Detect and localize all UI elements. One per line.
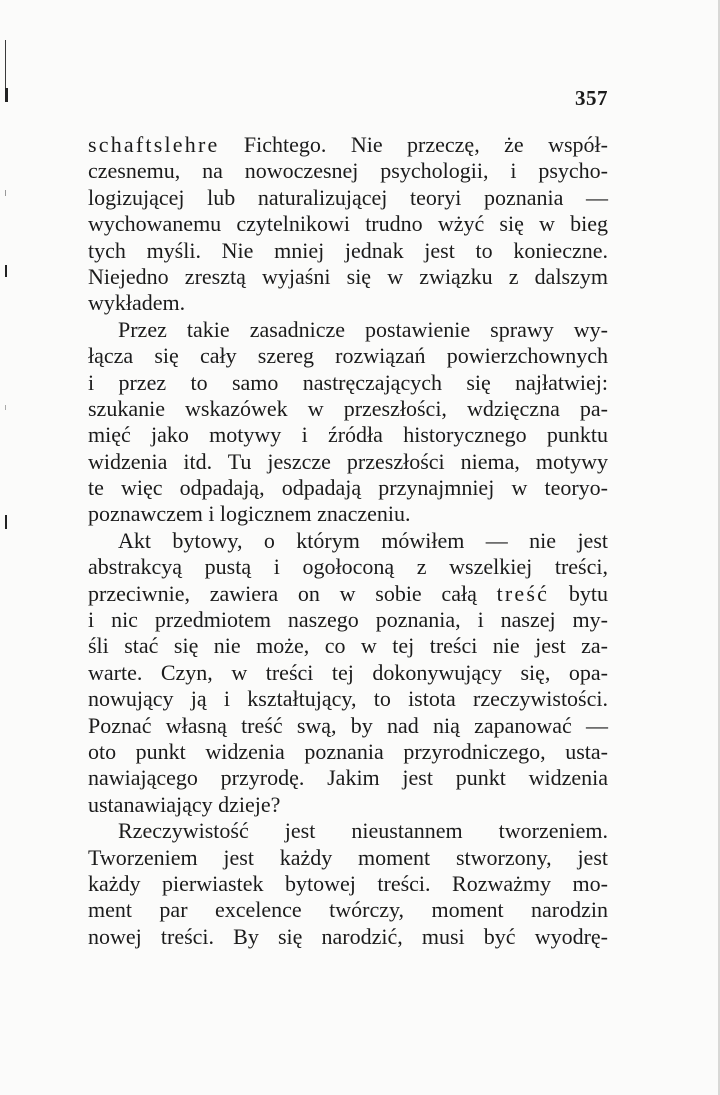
- text-line: [88, 158, 608, 184]
- text-line-segment: nowej treści. By się narodzić, musi być wyodrę-: [88, 923, 608, 949]
- text-line: [88, 897, 608, 923]
- text-line: [88, 422, 608, 448]
- text-line-segment: Tworzeniem jest każdy moment stworzony, jest: [88, 844, 608, 870]
- text-line-segment: ustanawiający dzieje?: [88, 791, 281, 817]
- text-line-segment: Poznać własną treść swą, by nad nią zapanować —: [88, 712, 608, 738]
- text-line: [88, 238, 608, 264]
- text-line-segment: i nic przedmiotem naszego poznania, i naszej my-: [88, 607, 608, 633]
- text-line: [88, 924, 608, 950]
- text-line: [88, 686, 608, 712]
- text-line: [88, 396, 608, 422]
- text-line-segment: oto punkt widzenia poznania przyrodniczego, usta-: [88, 738, 608, 764]
- text-line-segment: mięć jako motywy i źródła historycznego punktu: [88, 422, 608, 448]
- binding-edge-mark: [5, 40, 6, 95]
- text-line: [88, 528, 608, 554]
- text-line: [88, 370, 608, 396]
- binding-edge-mark: [5, 515, 7, 529]
- text-line: [88, 501, 608, 527]
- text-line: [88, 475, 608, 501]
- text-line-segment: Niejedno zresztą wyjaśni się w związku z dalszym: [88, 263, 608, 289]
- text-line-segment: warte. Czyn, w treści tej dokonywujący się, opa-: [88, 659, 608, 685]
- binding-edge-mark: [5, 265, 7, 277]
- text-line-segment: Akt bytowy, o którym mówiłem — nie jest: [118, 527, 608, 553]
- text-line-segment: czesnemu, na nowoczesnej psychologii, i psycho-: [88, 158, 608, 184]
- text-line: [88, 660, 608, 686]
- text-line: [88, 633, 608, 659]
- text-line-segment: przeciwnie, zawiera on w sobie całą: [88, 580, 497, 606]
- emphasized-spaced-word: schaftslehre: [88, 132, 220, 157]
- text-line-segment: nawiającego przyrodę. Jakim jest punkt widzenia: [88, 765, 608, 791]
- text-line-segment: wykładem.: [88, 290, 186, 316]
- text-line-segment: ment par excelence twórczy, moment narodzin: [88, 897, 608, 923]
- text-line-segment: abstrakcyą pustą i ogołoconą z wszelkiej treści,: [88, 554, 608, 580]
- text-line: [88, 317, 608, 343]
- text-line: [88, 765, 608, 791]
- text-line: [88, 264, 608, 290]
- text-line-segment: te więc odpadają, odpadają przynajmniej w teoryo-: [88, 475, 608, 501]
- text-line-segment: nowujący ją i kształtujący, to istota rzeczywistości.: [88, 686, 608, 712]
- text-line-segment: widzenia itd. Tu jeszcze przeszłości niema, motywy: [88, 448, 608, 474]
- text-line-segment: śli stać się nie może, co w tej treści nie jest za-: [88, 633, 608, 659]
- text-line: [88, 581, 608, 607]
- text-line-segment: każdy pierwiastek bytowej treści. Rozważmy mo-: [88, 870, 608, 896]
- text-line: [88, 713, 608, 739]
- binding-edge-mark: [5, 190, 6, 196]
- binding-edge-mark: [5, 405, 6, 410]
- text-line-segment: i przez to samo nastręczających się najłatwiej:: [88, 369, 608, 395]
- text-line-segment: łącza się cały szereg rozwiązań powierzchownych: [88, 343, 608, 369]
- text-line: [88, 554, 608, 580]
- text-line-segment: Fichtego. Nie przeczę, że współ-: [219, 132, 608, 157]
- text-line: [88, 792, 608, 818]
- text-line: [88, 871, 608, 897]
- text-line: [88, 607, 608, 633]
- text-line: [88, 185, 608, 211]
- text-line: [88, 818, 608, 844]
- text-line: [88, 211, 608, 237]
- text-line-segment: logizującej lub naturalizującej teoryi poznania —: [88, 184, 608, 210]
- text-line-segment: Przez takie zasadnicze postawienie sprawy wy-: [118, 316, 608, 342]
- text-line-segment: tych myśli. Nie mniej jednak jest to konieczne.: [88, 237, 608, 263]
- text-line: [88, 845, 608, 871]
- text-line: [88, 449, 608, 475]
- text-line: [88, 739, 608, 765]
- text-line-segment: Rzeczywistość jest nieustannem tworzeniem.: [118, 818, 608, 844]
- text-line-segment: bytu: [549, 580, 608, 606]
- page-number: 357: [575, 86, 608, 110]
- text-line-segment: szukanie wskazówek w przeszłości, wdzięczna pa-: [88, 395, 608, 421]
- body-text: [88, 132, 608, 950]
- text-line-segment: poznawczem i logicznem znaczeniu.: [88, 501, 411, 527]
- text-line: [88, 132, 608, 158]
- text-line: [88, 290, 608, 316]
- emphasized-spaced-word: treść: [496, 580, 550, 606]
- text-line-segment: wychowanemu czytelnikowi trudno wżyć się w bieg: [88, 211, 608, 237]
- text-line: [88, 343, 608, 369]
- binding-edge-mark: [5, 88, 8, 102]
